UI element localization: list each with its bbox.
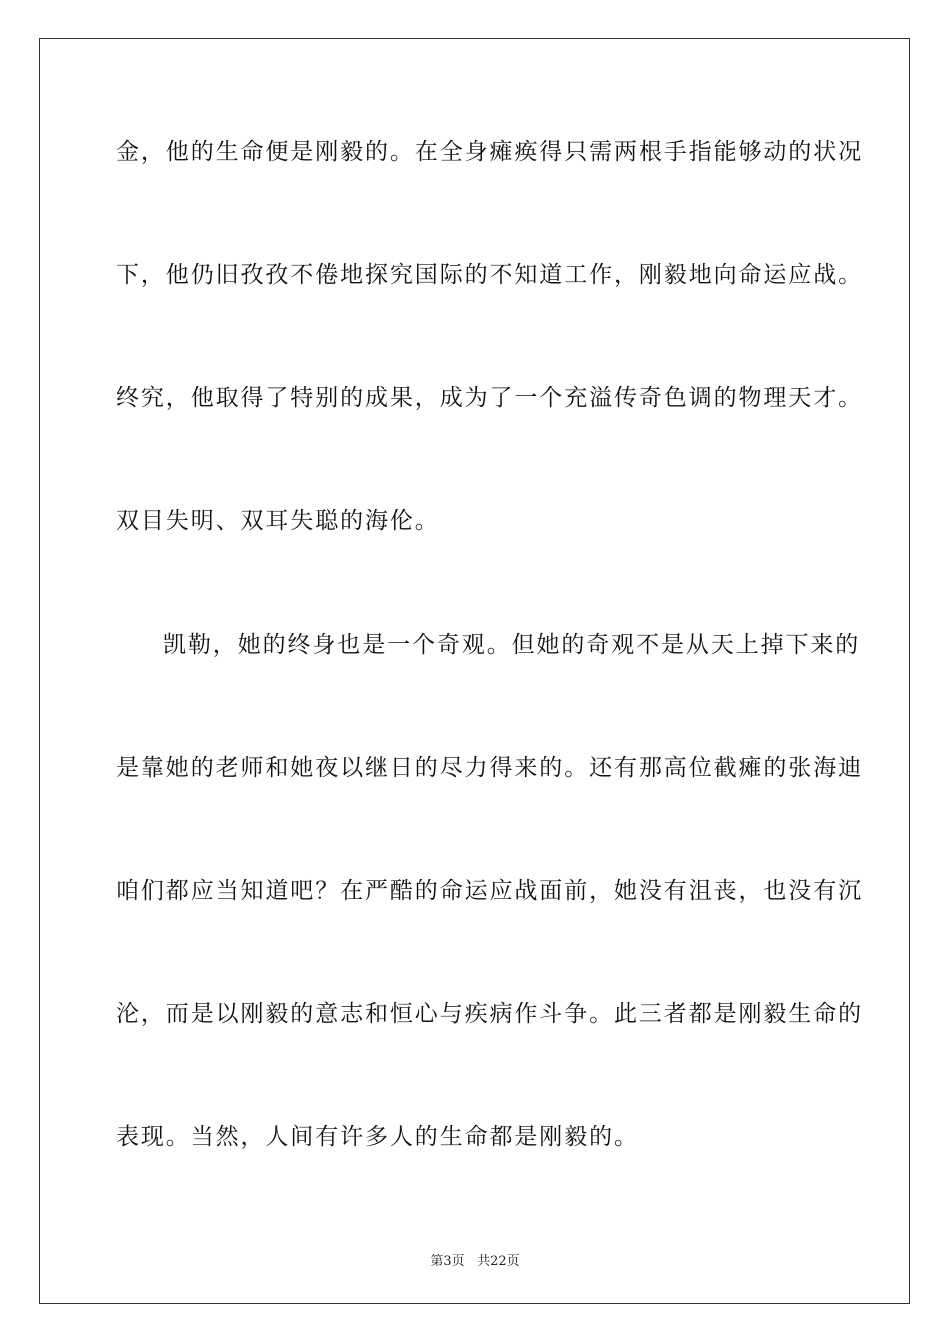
paragraph-line-4: 双目失明、双耳失聪的海伦。	[116, 508, 440, 534]
page-number: 第3页	[430, 1254, 465, 1269]
paragraph-line-3: 终究，他取得了特别的成果，成为了一个充溢传奇色调的物理天才。	[116, 385, 863, 411]
paragraph-line-7: 咱们都应当知道吧？在严酷的命运应战面前，她没有沮丧，也没有沉	[116, 878, 863, 904]
page-frame	[39, 38, 910, 1304]
paragraph-line-5: 凯勒，她的终身也是一个奇观。但她的奇观不是从天上掉下来的	[163, 632, 861, 658]
page-footer	[0, 1250, 950, 1269]
paragraph-line-6: 是靠她的老师和她夜以继日的尽力得来的。还有那高位截瘫的张海迪	[116, 755, 863, 781]
page-total: 共22页	[477, 1254, 520, 1269]
paragraph-line-1: 金，他的生命便是刚毅的。在全身瘫痪得只需两根手指能够动的状况	[116, 139, 863, 165]
paragraph-line-2: 下，他仍旧孜孜不倦地探究国际的不知道工作，刚毅地向命运应战。	[116, 262, 863, 288]
paragraph-line-9: 表现。当然，人间有许多人的生命都是刚毅的。	[116, 1124, 639, 1150]
paragraph-line-8: 沦，而是以刚毅的意志和恒心与疾病作斗争。此三者都是刚毅生命的	[116, 1001, 863, 1027]
